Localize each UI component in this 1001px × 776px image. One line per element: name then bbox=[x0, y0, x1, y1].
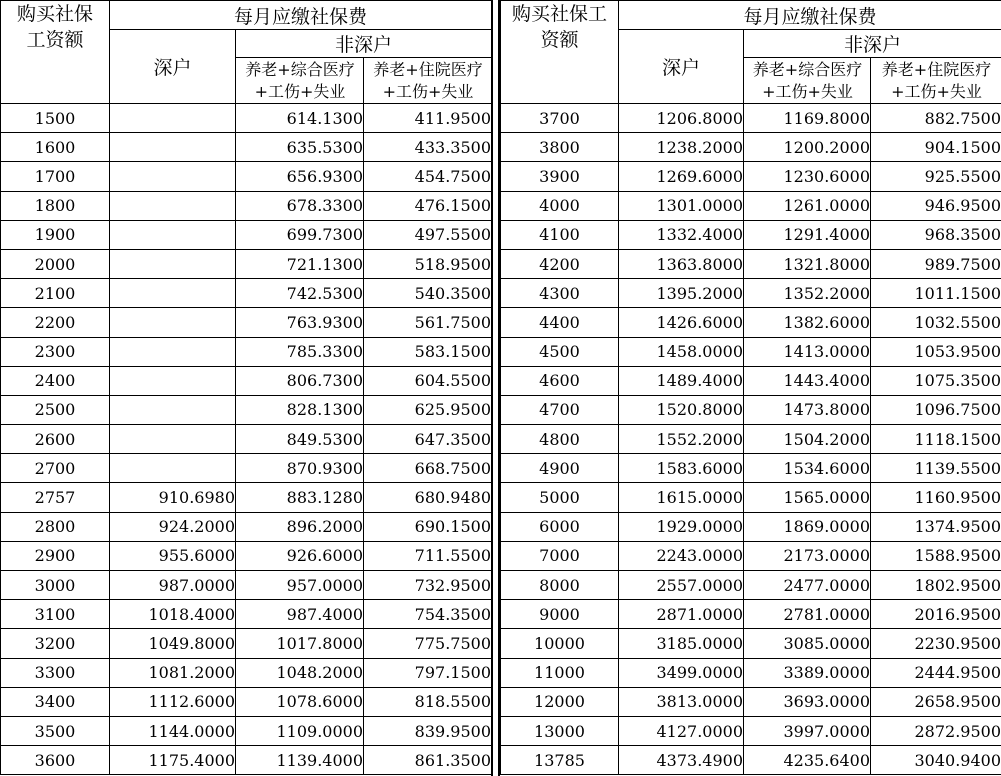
table-row bbox=[501, 716, 1001, 745]
shenzhen-fee-cell: 3185.0000 bbox=[619, 629, 744, 658]
plan-a-fee-cell: 1352.2000 bbox=[744, 279, 871, 308]
shenzhen-fee-cell: 1018.4000 bbox=[110, 600, 236, 629]
wage-cell: 4300 bbox=[501, 279, 619, 308]
wage-cell: 2800 bbox=[1, 512, 110, 541]
table-row bbox=[1, 133, 492, 162]
plan-b-fee-cell: 433.3500 bbox=[364, 133, 492, 162]
shenzhen-fee-cell: 955.6000 bbox=[110, 541, 236, 570]
wage-cell: 2200 bbox=[1, 308, 110, 337]
plan-a-fee-cell: 1048.2000 bbox=[236, 658, 364, 687]
plan-a-fee-cell: 699.7300 bbox=[236, 220, 364, 249]
wage-cell: 7000 bbox=[501, 541, 619, 570]
table-row bbox=[501, 279, 1001, 308]
table-row bbox=[501, 395, 1001, 424]
plan-b-fee-cell: 647.3500 bbox=[364, 425, 492, 454]
table-row bbox=[1, 191, 492, 220]
wage-cell: 3700 bbox=[501, 104, 619, 133]
plan-a-header: 养老+综合医疗+工伤+失业 bbox=[744, 58, 871, 104]
shenzhen-fee-cell: 1615.0000 bbox=[619, 483, 744, 512]
plan-a-fee-cell: 1017.8000 bbox=[236, 629, 364, 658]
plan-b-fee-cell: 1075.3500 bbox=[871, 366, 1001, 395]
wage-cell: 3200 bbox=[1, 629, 110, 658]
wage-cell: 13000 bbox=[501, 716, 619, 745]
table-row bbox=[501, 337, 1001, 366]
table-row bbox=[501, 571, 1001, 600]
plan-b-fee-cell: 1139.5500 bbox=[871, 454, 1001, 483]
plan-b-fee-cell: 2444.9500 bbox=[871, 658, 1001, 687]
plan-a-fee-cell: 3693.0000 bbox=[744, 687, 871, 716]
shenzhen-fee-cell: 3499.0000 bbox=[619, 658, 744, 687]
plan-b-fee-cell: 454.7500 bbox=[364, 162, 492, 191]
plan-a-fee-cell: 721.1300 bbox=[236, 249, 364, 278]
wage-cell: 1600 bbox=[1, 133, 110, 162]
wage-cell: 2700 bbox=[1, 454, 110, 483]
plan-a-fee-cell: 1230.6000 bbox=[744, 162, 871, 191]
shenzhen-fee-cell bbox=[110, 133, 236, 162]
plan-a-fee-cell: 2173.0000 bbox=[744, 541, 871, 570]
plan-a-fee-cell: 742.5300 bbox=[236, 279, 364, 308]
plan-b-fee-cell: 818.5500 bbox=[364, 687, 492, 716]
wage-cell: 4000 bbox=[501, 191, 619, 220]
shenzhen-header: 深户 bbox=[619, 30, 744, 104]
plan-a-fee-cell: 1169.8000 bbox=[744, 104, 871, 133]
wage-cell: 5000 bbox=[501, 483, 619, 512]
plan-a-fee-cell: 1078.6000 bbox=[236, 687, 364, 716]
plan-a-header: 养老+综合医疗+工伤+失业 bbox=[236, 58, 364, 104]
non-shenzhen-header: 非深户 bbox=[744, 30, 1001, 58]
plan-b-fee-cell: 1588.9500 bbox=[871, 541, 1001, 570]
table-row bbox=[1, 249, 492, 278]
plan-a-fee-cell: 1534.6000 bbox=[744, 454, 871, 483]
plan-a-fee-cell: 763.9300 bbox=[236, 308, 364, 337]
wage-header: 购买社保工资额 bbox=[1, 1, 110, 104]
shenzhen-fee-cell: 2871.0000 bbox=[619, 600, 744, 629]
table-row bbox=[501, 746, 1001, 775]
table-row bbox=[501, 512, 1001, 541]
table-row bbox=[501, 454, 1001, 483]
wage-cell: 3800 bbox=[501, 133, 619, 162]
left-table-body bbox=[1, 104, 492, 775]
plan-b-fee-cell: 732.9500 bbox=[364, 571, 492, 600]
shenzhen-fee-cell bbox=[110, 220, 236, 249]
shenzhen-fee-cell: 1144.0000 bbox=[110, 716, 236, 745]
table-row bbox=[1, 308, 492, 337]
shenzhen-fee-cell bbox=[110, 162, 236, 191]
wage-cell: 3600 bbox=[1, 746, 110, 775]
left-fee-table bbox=[0, 0, 492, 775]
wage-cell: 3300 bbox=[1, 658, 110, 687]
shenzhen-fee-cell: 1175.4000 bbox=[110, 746, 236, 775]
plan-b-fee-cell: 668.7500 bbox=[364, 454, 492, 483]
table-row bbox=[1, 162, 492, 191]
plan-a-fee-cell: 656.9300 bbox=[236, 162, 364, 191]
wage-cell: 3400 bbox=[1, 687, 110, 716]
plan-b-fee-cell: 2658.9500 bbox=[871, 687, 1001, 716]
plan-b-fee-cell: 1053.9500 bbox=[871, 337, 1001, 366]
plan-b-fee-cell: 540.3500 bbox=[364, 279, 492, 308]
table-row bbox=[501, 308, 1001, 337]
plan-a-fee-cell: 1291.4000 bbox=[744, 220, 871, 249]
wage-cell: 4100 bbox=[501, 220, 619, 249]
plan-b-fee-cell: 904.1500 bbox=[871, 133, 1001, 162]
plan-a-fee-cell: 3997.0000 bbox=[744, 716, 871, 745]
plan-a-fee-cell: 3085.0000 bbox=[744, 629, 871, 658]
shenzhen-fee-cell bbox=[110, 395, 236, 424]
shenzhen-fee-cell: 1301.0000 bbox=[619, 191, 744, 220]
plan-b-fee-cell: 989.7500 bbox=[871, 249, 1001, 278]
plan-b-fee-cell: 625.9500 bbox=[364, 395, 492, 424]
shenzhen-fee-cell: 1206.8000 bbox=[619, 104, 744, 133]
plan-a-fee-cell: 1473.8000 bbox=[744, 395, 871, 424]
wage-cell: 4400 bbox=[501, 308, 619, 337]
shenzhen-fee-cell: 1049.8000 bbox=[110, 629, 236, 658]
double-divider-line bbox=[491, 0, 493, 776]
plan-b-header: 养老+住院医疗+工伤+失业 bbox=[364, 58, 492, 104]
plan-a-fee-cell: 883.1280 bbox=[236, 483, 364, 512]
plan-a-fee-cell: 870.9300 bbox=[236, 454, 364, 483]
table-row bbox=[1, 366, 492, 395]
plan-b-fee-cell: 3040.9400 bbox=[871, 746, 1001, 775]
plan-a-fee-cell: 2781.0000 bbox=[744, 600, 871, 629]
plan-a-fee-cell: 1261.0000 bbox=[744, 191, 871, 220]
wage-cell: 3100 bbox=[1, 600, 110, 629]
plan-a-fee-cell: 1321.8000 bbox=[744, 249, 871, 278]
table-row bbox=[1, 279, 492, 308]
shenzhen-fee-cell: 2557.0000 bbox=[619, 571, 744, 600]
non-shenzhen-header: 非深户 bbox=[236, 30, 492, 58]
plan-b-fee-cell: 1374.9500 bbox=[871, 512, 1001, 541]
table-row bbox=[501, 133, 1001, 162]
table-row bbox=[501, 600, 1001, 629]
table-row bbox=[501, 687, 1001, 716]
plan-b-fee-cell: 497.5500 bbox=[364, 220, 492, 249]
shenzhen-fee-cell: 1269.6000 bbox=[619, 162, 744, 191]
shenzhen-fee-cell bbox=[110, 308, 236, 337]
shenzhen-fee-cell: 924.2000 bbox=[110, 512, 236, 541]
monthly-fee-header: 每月应缴社保费 bbox=[619, 1, 1001, 30]
shenzhen-fee-cell bbox=[110, 191, 236, 220]
shenzhen-fee-cell: 910.6980 bbox=[110, 483, 236, 512]
table-row bbox=[501, 249, 1001, 278]
shenzhen-fee-cell: 1458.0000 bbox=[619, 337, 744, 366]
plan-a-fee-cell: 1139.4000 bbox=[236, 746, 364, 775]
table-row bbox=[501, 191, 1001, 220]
plan-a-fee-cell: 828.1300 bbox=[236, 395, 364, 424]
plan-b-fee-cell: 711.5500 bbox=[364, 541, 492, 570]
plan-a-fee-cell: 987.4000 bbox=[236, 600, 364, 629]
plan-a-fee-cell: 896.2000 bbox=[236, 512, 364, 541]
shenzhen-fee-cell: 1081.2000 bbox=[110, 658, 236, 687]
plan-a-fee-cell: 1200.2000 bbox=[744, 133, 871, 162]
wage-cell: 2400 bbox=[1, 366, 110, 395]
wage-cell: 3900 bbox=[501, 162, 619, 191]
right-table-body bbox=[501, 104, 1001, 775]
plan-a-fee-cell: 1443.4000 bbox=[744, 366, 871, 395]
shenzhen-fee-cell: 1238.2000 bbox=[619, 133, 744, 162]
plan-b-fee-cell: 2872.9500 bbox=[871, 716, 1001, 745]
plan-a-fee-cell: 957.0000 bbox=[236, 571, 364, 600]
plan-a-fee-cell: 614.1300 bbox=[236, 104, 364, 133]
table-row bbox=[501, 629, 1001, 658]
wage-cell: 4800 bbox=[501, 425, 619, 454]
wage-header: 购买社保工资额 bbox=[501, 1, 619, 104]
table-row bbox=[1, 395, 492, 424]
shenzhen-fee-cell: 987.0000 bbox=[110, 571, 236, 600]
plan-a-fee-cell: 1109.0000 bbox=[236, 716, 364, 745]
table-row bbox=[1, 716, 492, 745]
wage-cell: 4700 bbox=[501, 395, 619, 424]
wage-cell: 12000 bbox=[501, 687, 619, 716]
plan-a-fee-cell: 806.7300 bbox=[236, 366, 364, 395]
shenzhen-fee-cell: 1426.6000 bbox=[619, 308, 744, 337]
table-row bbox=[1, 483, 492, 512]
wage-cell: 4500 bbox=[501, 337, 619, 366]
table-row bbox=[1, 629, 492, 658]
wage-cell: 4600 bbox=[501, 366, 619, 395]
plan-a-fee-cell: 926.6000 bbox=[236, 541, 364, 570]
plan-b-fee-cell: 2230.9500 bbox=[871, 629, 1001, 658]
table-row bbox=[501, 658, 1001, 687]
wage-cell: 1700 bbox=[1, 162, 110, 191]
shenzhen-fee-cell: 1520.8000 bbox=[619, 395, 744, 424]
shenzhen-fee-cell: 4373.4900 bbox=[619, 746, 744, 775]
plan-b-fee-cell: 411.9500 bbox=[364, 104, 492, 133]
shenzhen-fee-cell: 1583.6000 bbox=[619, 454, 744, 483]
plan-a-fee-cell: 1565.0000 bbox=[744, 483, 871, 512]
plan-b-fee-cell: 518.9500 bbox=[364, 249, 492, 278]
plan-a-fee-cell: 849.5300 bbox=[236, 425, 364, 454]
plan-b-fee-cell: 680.9480 bbox=[364, 483, 492, 512]
plan-b-fee-cell: 754.3500 bbox=[364, 600, 492, 629]
shenzhen-fee-cell: 3813.0000 bbox=[619, 687, 744, 716]
wage-cell: 1800 bbox=[1, 191, 110, 220]
plan-a-fee-cell: 3389.0000 bbox=[744, 658, 871, 687]
wage-cell: 2000 bbox=[1, 249, 110, 278]
table-row bbox=[1, 746, 492, 775]
shenzhen-fee-cell: 1552.2000 bbox=[619, 425, 744, 454]
plan-a-fee-cell: 785.3300 bbox=[236, 337, 364, 366]
plan-a-fee-cell: 1869.0000 bbox=[744, 512, 871, 541]
wage-cell: 3500 bbox=[1, 716, 110, 745]
wage-cell: 13785 bbox=[501, 746, 619, 775]
plan-b-fee-cell: 604.5500 bbox=[364, 366, 492, 395]
table-row bbox=[501, 425, 1001, 454]
plan-b-fee-cell: 690.1500 bbox=[364, 512, 492, 541]
shenzhen-fee-cell bbox=[110, 425, 236, 454]
table-row bbox=[1, 658, 492, 687]
shenzhen-header: 深户 bbox=[110, 30, 236, 104]
shenzhen-fee-cell: 2243.0000 bbox=[619, 541, 744, 570]
wage-cell: 3000 bbox=[1, 571, 110, 600]
shenzhen-fee-cell: 1112.6000 bbox=[110, 687, 236, 716]
plan-b-fee-cell: 861.3500 bbox=[364, 746, 492, 775]
shenzhen-fee-cell: 1929.0000 bbox=[619, 512, 744, 541]
plan-b-fee-cell: 946.9500 bbox=[871, 191, 1001, 220]
table-row bbox=[501, 104, 1001, 133]
plan-b-fee-cell: 1802.9500 bbox=[871, 571, 1001, 600]
plan-b-fee-cell: 1096.7500 bbox=[871, 395, 1001, 424]
shenzhen-fee-cell bbox=[110, 279, 236, 308]
shenzhen-fee-cell: 1395.2000 bbox=[619, 279, 744, 308]
table-row bbox=[1, 425, 492, 454]
plan-b-fee-cell: 839.9500 bbox=[364, 716, 492, 745]
wage-cell: 2900 bbox=[1, 541, 110, 570]
wage-cell: 2500 bbox=[1, 395, 110, 424]
table-row bbox=[1, 571, 492, 600]
plan-a-fee-cell: 635.5300 bbox=[236, 133, 364, 162]
plan-b-fee-cell: 775.7500 bbox=[364, 629, 492, 658]
table-row bbox=[1, 512, 492, 541]
plan-a-fee-cell: 2477.0000 bbox=[744, 571, 871, 600]
plan-b-fee-cell: 925.5500 bbox=[871, 162, 1001, 191]
plan-b-fee-cell: 1011.1500 bbox=[871, 279, 1001, 308]
wage-cell: 10000 bbox=[501, 629, 619, 658]
table-row bbox=[1, 337, 492, 366]
plan-a-fee-cell: 1413.0000 bbox=[744, 337, 871, 366]
plan-b-fee-cell: 968.3500 bbox=[871, 220, 1001, 249]
plan-b-fee-cell: 1118.1500 bbox=[871, 425, 1001, 454]
wage-cell: 1900 bbox=[1, 220, 110, 249]
plan-b-fee-cell: 561.7500 bbox=[364, 308, 492, 337]
shenzhen-fee-cell bbox=[110, 249, 236, 278]
table-row bbox=[1, 600, 492, 629]
table-row bbox=[1, 687, 492, 716]
table-row bbox=[1, 220, 492, 249]
wage-cell: 11000 bbox=[501, 658, 619, 687]
wage-cell: 9000 bbox=[501, 600, 619, 629]
shenzhen-fee-cell bbox=[110, 104, 236, 133]
plan-b-fee-cell: 2016.9500 bbox=[871, 600, 1001, 629]
plan-b-header: 养老+住院医疗+工伤+失业 bbox=[871, 58, 1001, 104]
table-row bbox=[501, 541, 1001, 570]
table-row bbox=[1, 541, 492, 570]
shenzhen-fee-cell: 1489.4000 bbox=[619, 366, 744, 395]
monthly-fee-header: 每月应缴社保费 bbox=[110, 1, 492, 30]
wage-cell: 8000 bbox=[501, 571, 619, 600]
wage-cell: 2600 bbox=[1, 425, 110, 454]
shenzhen-fee-cell bbox=[110, 366, 236, 395]
wage-cell: 4200 bbox=[501, 249, 619, 278]
plan-b-fee-cell: 476.1500 bbox=[364, 191, 492, 220]
wage-cell: 4900 bbox=[501, 454, 619, 483]
wage-cell: 2300 bbox=[1, 337, 110, 366]
plan-b-fee-cell: 882.7500 bbox=[871, 104, 1001, 133]
table-row bbox=[1, 104, 492, 133]
plan-b-fee-cell: 583.1500 bbox=[364, 337, 492, 366]
plan-b-fee-cell: 1160.9500 bbox=[871, 483, 1001, 512]
plan-b-fee-cell: 1032.5500 bbox=[871, 308, 1001, 337]
wage-cell: 6000 bbox=[501, 512, 619, 541]
shenzhen-fee-cell: 1332.4000 bbox=[619, 220, 744, 249]
table-row bbox=[501, 483, 1001, 512]
plan-a-fee-cell: 1504.2000 bbox=[744, 425, 871, 454]
right-fee-table bbox=[500, 0, 1001, 775]
shenzhen-fee-cell bbox=[110, 337, 236, 366]
right-table-block bbox=[500, 0, 1001, 775]
plan-a-fee-cell: 678.3300 bbox=[236, 191, 364, 220]
shenzhen-fee-cell: 1363.8000 bbox=[619, 249, 744, 278]
wage-cell: 2100 bbox=[1, 279, 110, 308]
table-row bbox=[1, 454, 492, 483]
table-row bbox=[501, 220, 1001, 249]
table-row bbox=[501, 162, 1001, 191]
wage-cell: 1500 bbox=[1, 104, 110, 133]
plan-a-fee-cell: 1382.6000 bbox=[744, 308, 871, 337]
shenzhen-fee-cell: 4127.0000 bbox=[619, 716, 744, 745]
table-row bbox=[501, 366, 1001, 395]
wage-cell: 2757 bbox=[1, 483, 110, 512]
plan-b-fee-cell: 797.1500 bbox=[364, 658, 492, 687]
plan-a-fee-cell: 4235.6400 bbox=[744, 746, 871, 775]
shenzhen-fee-cell bbox=[110, 454, 236, 483]
left-table-block bbox=[0, 0, 491, 775]
